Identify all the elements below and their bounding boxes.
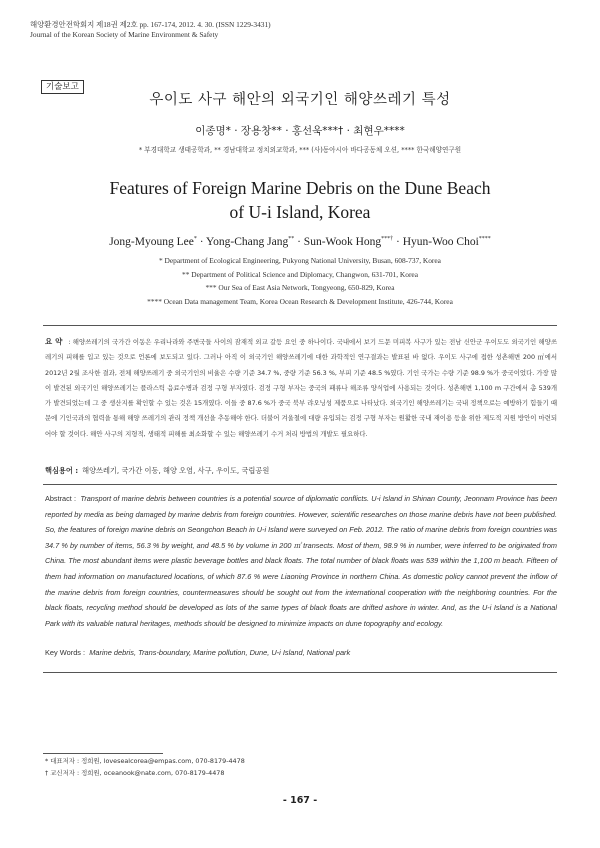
abstract-en [45,491,557,631]
abstract-ko [45,334,557,442]
author-mark: **** [478,236,491,243]
abstract-en-text: Transport of marine debris between countries is a potential source of diplomatic conflicts. U-i Island in Shinan County, Jeonnam Province has been reported by media as being damaged by marine debris from foreign countries. However, scientific researches on those marine debris have not been published. So, the features of foreign marine debris on Seongchon Beach in U-i Island were surveyed on Feb. 2012. The ratio of marine debris from foreign countries was 34.7 % by number of items, 56.3 % by weight, and 48.5 % by volume in 200 ㎡ transects. Most of them, 98.9 % in number, were inferred to be originated from China. The most abundant items were plastic beverage bottles and black floats. The total number of black floats was 539 within the 1,100 m beach. Fifteen of them had information on manufactured locations, of which 87.6 % were Liaoning Province in northern China. As domestic policy cannot prevent the inflow of the marine debris from foreign countries, countermeasures should be sought out from the international cooperation with the neighboring countries. For the black floats, recycling method should be developed as lots of the same types of black floats are drifted ashore in winter. And, as the U-i Island is a National Park with its valuable natural heritages, methods should be designed to minimize impacts on dune topography and ecology. [45,494,558,628]
journal-citation-ko: 해양환경안전학회지 제18권 제2호 pp. 167-174, 2012. 4. 30. (ISSN 1229-3431) [30,20,271,29]
author-name: Hyun-Woo Choi [402,236,479,248]
authors-en: Jong-Myoung Lee* · Yong-Chang Jang** · Sun-Wook Hong***† · Hyun-Woo Choi**** [109,236,491,248]
title-en-line-2: of U-i Island, Korea [229,202,371,222]
affiliations-en [0,254,600,308]
title-en-line-1: Features of Foreign Marine Debris on the Dune Beach [109,178,491,198]
keywords-en-label: Key Words : [45,648,86,657]
author-name: Jong-Myoung Lee [109,236,194,248]
keywords-en [45,648,350,657]
author-mark: ***† [381,236,394,243]
affiliation-en: **** Ocean Data management Team, Korea Ocean Research & Development Institute, 426-744, Korea [147,296,453,306]
abstract-ko-text: : 해양쓰레기의 국가간 이동은 우리나라와 주변국들 사이의 잠재적 외교 갈등 요인 중 하나이다. 국내에서 보기 드문 미피복 사구가 있는 전남 신안군 우이도도 외국기인 해양쓰레기의 피해를 입고 있는 것으로 언론에 보도되고 있다. 그러나 아직 이 외국기인 해양쓰레기에 대한 과학적인 연구결과는 발표된 바 없다. 우이도 사구에 접한 성촌해변 200 ㎡에서 2012년 2월 조사한 결과, 전체 해양쓰레기 중 외국기인의 비율은 수량 기준 34.7 %, 중량 기준 56.3 %, 부피 기준 48.5 %였다. 기인 국가는 수량 기준 98.9 %가 중국이었다. 가장 많이 발견된 외국기인 해양쓰레기는 플라스틱 음료수병과 검정 구형 부자였다. 검정 구형 부자는 중국의 패류나 해조류 양식업에 사용되는 것이다. 성촌해변 1,100 m 구간에서 총 539개가 발견되었는데 그 중 생산지를 확인할 수 있는 것은 15개였다. 이들 중 87.6 %가 중국 북부 랴오닝성 제품으로 나타났다. 외국기인 해양쓰레기는 국내 정책으로는 예방하기 힘들기 때문에 기인국과의 협력을 통해 해양 쓰레기의 관리 정책 개선을 추동해야 한다. 더불어 겨울철에 대량 유입되는 검정 구형 부자는 원활한 국내 재이용 등을 위한 제도적 지원 방안이 마련되어야 할 것이다. 해안 사구의 지형적, 생태적 피해를 최소화할 수 있는 해양쓰레기 수거 처리 방법의 개발도 필요하다. [45,338,557,438]
footnote-rule [43,753,163,754]
affiliation-en: * Department of Ecological Engineering, Pukyong National University, Busan, 608-737, Korea [159,256,441,265]
keywords-ko-text: 해양쓰레기, 국가간 이동, 해양 오염, 사구, 우이도, 국립공원 [82,466,270,475]
authors-ko: 이종명* · 장용창** · 홍선욱***† · 최현우**** [195,125,405,137]
footnotes [45,756,245,779]
journal-name-en: Journal of the Korean Society of Marine Environment & Safety [30,30,219,39]
abstract-divider-rule [43,484,557,485]
author-mark: * [193,236,197,243]
journal-header [30,19,271,41]
title-en [0,176,600,224]
author-name: Yong-Chang Jang [205,236,289,248]
abstract-en-label: Abstract : [45,494,76,503]
abstract-top-rule [43,325,557,326]
keywords-en-text: Marine debris, Trans-boundary, Marine pollution, Dune, U-i Island, National park [89,648,351,657]
keywords-ko-label: 핵심용어 : [45,466,79,475]
affiliations-ko: * 부경대학교 생태공학과, ** 경남대학교 정치외교학과, *** (사)동아시아 바다공동체 오션, **** 한국해양연구원 [138,146,462,154]
abstract-ko-label: 요 약 [45,337,63,346]
abstract-bottom-rule [43,672,557,673]
author-mark: ** [288,236,295,243]
affiliation-en: ** Department of Political Science and Diplomacy, Changwon, 631-701, Korea [182,269,418,279]
title-ko: 우이도 사구 해안의 외국기인 해양쓰레기 특성 [149,92,451,108]
footnote-corresponding: * 대표저자 : 정희원, lovesealcorea@empas.com, 070-8179-4478 [45,757,245,765]
keywords-ko [45,466,269,476]
page-number: - 167 - [282,795,318,806]
category-tag: 기술보고 [41,80,84,94]
affiliation-en: *** Our Sea of East Asia Network, Tongyeong, 650-829, Korea [205,283,395,292]
footnote-correspondence: † 교신저자 : 정희원, oceanook@nate.com, 070-8179-4478 [45,768,225,777]
author-name: Sun-Wook Hong [303,236,382,248]
